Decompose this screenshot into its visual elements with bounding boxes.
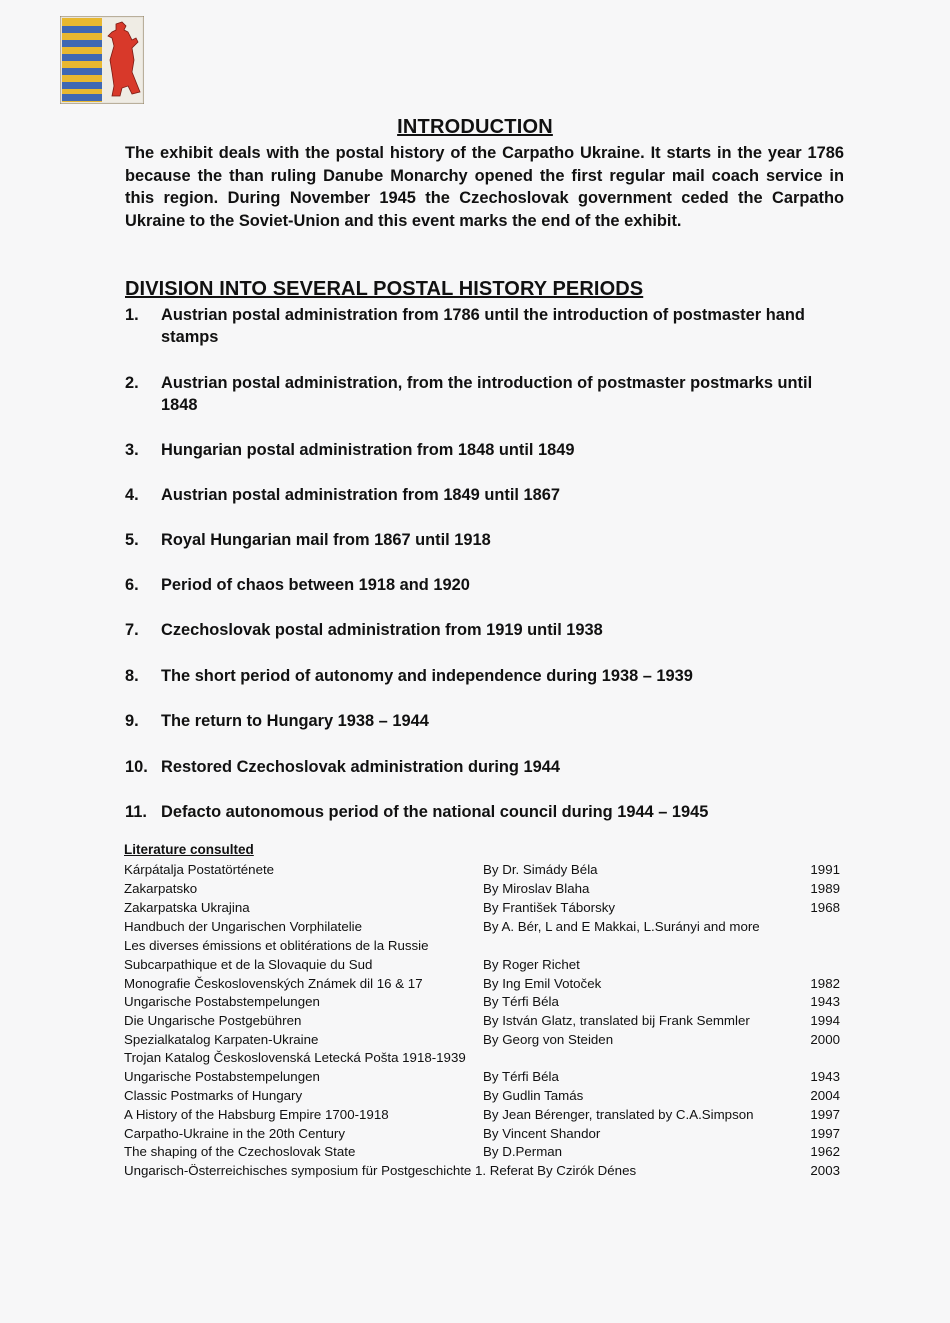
- book-author: By Jean Bérenger, translated by C.A.Simpson: [483, 1107, 754, 1122]
- period-number: 10.: [125, 758, 148, 776]
- literature-row: [124, 898, 840, 917]
- book-author: By Dr. Simády Béla: [483, 862, 598, 877]
- book-title: The shaping of the Czechoslovak State: [124, 1144, 356, 1159]
- literature-row: [124, 1048, 840, 1067]
- book-title: Kárpátalja Postatörténete: [124, 862, 275, 877]
- book-author: By Roger Richet: [483, 957, 580, 972]
- book-title: Carpatho-Ukraine in the 20th Century: [124, 1126, 345, 1141]
- book-author: By A. Bér, L and E Makkai, L.Surányi and more: [483, 919, 760, 934]
- period-item: [125, 372, 845, 416]
- book-year: 1968: [810, 900, 840, 915]
- book-title: Die Ungarische Postgebühren: [124, 1013, 302, 1028]
- book-title: Handbuch der Ungarischen Vorphilatelie: [124, 919, 363, 934]
- period-number: 5.: [125, 531, 139, 549]
- period-text: The short period of autonomy and independence during 1938 – 1939: [161, 667, 693, 685]
- book-author: By Térfi Béla: [483, 994, 559, 1009]
- literature-row: [124, 917, 840, 936]
- book-year: 1943: [810, 1069, 840, 1084]
- book-author: By Ing Emil Votoček: [483, 976, 602, 991]
- book-author: By D.Perman: [483, 1144, 563, 1159]
- period-number: 8.: [125, 667, 139, 685]
- coat-of-arms-icon: [60, 16, 144, 104]
- literature-row: [124, 1142, 840, 1161]
- period-number: 9.: [125, 712, 139, 730]
- book-year: 2004: [810, 1088, 840, 1103]
- literature-row: [124, 955, 840, 974]
- period-text: Austrian postal administration from 1849 until 1867: [161, 486, 560, 504]
- literature-heading: Literature consulted: [124, 842, 254, 857]
- book-year: 1962: [810, 1144, 840, 1159]
- literature-row: [124, 1105, 840, 1124]
- period-text: Hungarian postal administration from 1848 until 1849: [161, 441, 575, 459]
- literature-row: [124, 1030, 840, 1049]
- period-text: Period of chaos between 1918 and 1920: [161, 576, 470, 594]
- period-item: [125, 710, 845, 732]
- book-author: By István Glatz, translated bij Frank Semmler: [483, 1013, 750, 1028]
- period-number: 2.: [125, 374, 139, 392]
- book-year: 2000: [810, 1032, 840, 1047]
- period-item: [125, 619, 845, 641]
- period-item: [125, 801, 845, 823]
- book-title: Trojan Katalog Československá Letecká Pošta 1918-1939: [124, 1050, 466, 1065]
- book-author: By Georg von Steiden: [483, 1032, 614, 1047]
- period-text: Austrian postal administration, from the introduction of postmaster postmarks until 1848: [161, 374, 813, 414]
- period-item: [125, 439, 845, 461]
- literature-row: [124, 992, 840, 1011]
- period-item: [125, 484, 845, 506]
- period-item: [125, 529, 845, 551]
- period-number: 7.: [125, 621, 139, 639]
- book-year: 2003: [810, 1163, 840, 1178]
- literature-row: [124, 860, 840, 879]
- period-item: [125, 756, 845, 778]
- period-item: [125, 574, 845, 596]
- period-text: Royal Hungarian mail from 1867 until 1918: [161, 531, 491, 549]
- book-title: Les diverses émissions et oblitérations de la Russie: [124, 938, 429, 953]
- book-year: 1997: [810, 1107, 840, 1122]
- literature-row: [124, 1161, 840, 1180]
- book-year: 1997: [810, 1126, 840, 1141]
- literature-row: [124, 1011, 840, 1030]
- book-author: By František Táborsky: [483, 900, 616, 915]
- literature-row: [124, 1086, 840, 1105]
- book-title: A History of the Habsburg Empire 1700-1918: [124, 1107, 389, 1122]
- literature-row: [124, 879, 840, 898]
- period-number: 6.: [125, 576, 139, 594]
- book-title: Ungarische Postabstempelungen: [124, 1069, 320, 1084]
- book-title: Monografie Československých Známek dil 16 & 17: [124, 976, 423, 991]
- period-text: Defacto autonomous period of the national council during 1944 – 1945: [161, 803, 709, 821]
- book-title: Classic Postmarks of Hungary: [124, 1088, 303, 1103]
- book-title: Subcarpathique et de la Slovaquie du Sud: [124, 957, 373, 972]
- book-author: By Miroslav Blaha: [483, 881, 590, 896]
- introduction-heading: INTRODUCTION: [397, 116, 553, 138]
- book-author: By Gudlin Tamás: [483, 1088, 584, 1103]
- book-year: 1943: [810, 994, 840, 1009]
- literature-row: [124, 974, 840, 993]
- period-number: 1.: [125, 306, 139, 324]
- period-item: [125, 304, 845, 348]
- book-year: 1991: [810, 862, 840, 877]
- period-text: Austrian postal administration from 1786 until the introduction of postmaster hand stamps: [161, 306, 805, 346]
- book-title: Spezialkatalog Karpaten-Ukraine: [124, 1032, 319, 1047]
- literature-row: [124, 936, 840, 955]
- period-number: 11.: [125, 803, 147, 821]
- book-author: By Vincent Shandor: [483, 1126, 601, 1141]
- book-title: Zakarpatska Ukrajina: [124, 900, 250, 915]
- book-title: Zakarpatsko: [124, 881, 198, 896]
- book-year: 1989: [810, 881, 840, 896]
- book-author: By Térfi Béla: [483, 1069, 559, 1084]
- period-item: [125, 665, 845, 687]
- periods-heading: DIVISION INTO SEVERAL POSTAL HISTORY PERIODS: [125, 278, 644, 300]
- book-title: Ungarische Postabstempelungen: [124, 994, 320, 1009]
- book-year: 1982: [810, 976, 840, 991]
- introduction-paragraph: The exhibit deals with the postal history of the Carpatho Ukraine. It starts in the year 1786 because the than ruling Danube Monarchy opened the first regular mail coach service in this region. During November 1945 the Czechoslovak government ceded the Carpatho Ukraine to the Soviet-Union and this event marks the end of the exhibit.: [125, 144, 844, 230]
- period-text: Restored Czechoslovak administration during 1944: [161, 758, 560, 776]
- book-year: 1994: [810, 1013, 840, 1028]
- period-number: 3.: [125, 441, 139, 459]
- period-text: Czechoslovak postal administration from 1919 until 1938: [161, 621, 603, 639]
- period-text: The return to Hungary 1938 – 1944: [161, 712, 429, 730]
- period-number: 4.: [125, 486, 139, 504]
- literature-row: [124, 1124, 840, 1143]
- book-title: Ungarisch-Österreichisches symposium für Postgeschichte 1. Referat By Czirók Dénes: [124, 1163, 637, 1178]
- literature-row: [124, 1067, 840, 1086]
